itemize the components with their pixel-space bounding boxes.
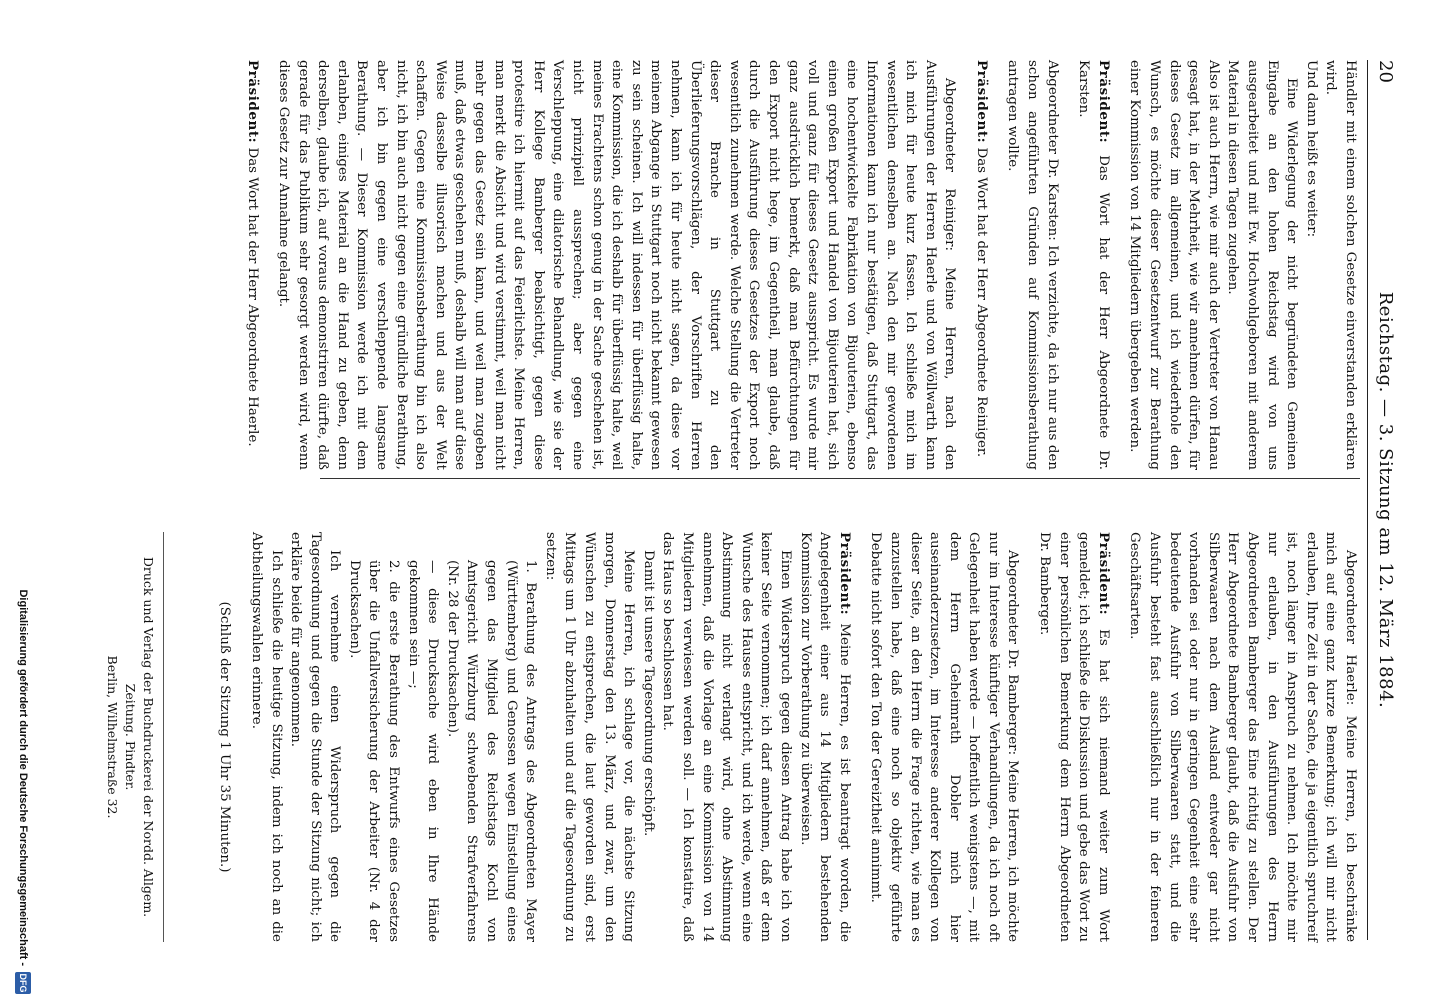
paragraph (1003, 60, 1062, 470)
paragraph-text: Damit ist unsere Tagesordnung erschöpft. (640, 550, 656, 837)
imprint-line-1: Druck und Verlag der Buchdruckerei der Nordd. Allgem. Zeitung. Pindter. (123, 556, 156, 918)
paragraph-text: Händler mit einem solchen Gesetze einverstanden erklären wird. (1323, 60, 1358, 470)
paragraph-text: Das Wort hat der Herr Abgeordnete Reiniger. (973, 147, 989, 458)
digitization-text: Digitalisierung gefördert durch die Deutsche Forschungsgemeinschaft - (17, 589, 29, 966)
speaker-label: Präsident: (1095, 532, 1112, 616)
speaker-label: Präsident: (836, 532, 853, 616)
imprint-line-2: Berlin, Wilhelmstraße 32. (105, 655, 120, 819)
speaker-label: Präsident: (244, 60, 261, 144)
paragraph (274, 60, 960, 470)
running-header (1367, 60, 1404, 940)
paragraph-text: Ich schließe die heutige Sitzung, indem ich noch an die Abtheilungswahlen erinnere. (248, 532, 284, 942)
paragraph-text: Also ist auch Herrn, wie mir auch der Vertreter von Hanau gesagt hat, in der Mehrheit, wie wir annehmen dürfen, für dieses Gesetz im allgemeinen, und ich wiederhole den Wunsch, es möchte dieser Gesetzentwurf zur Berathung einer Kommission von 14 Mitgliedern übergeben werden. (1127, 60, 1221, 470)
paragraph-text: 1. Berathung des Antrags des Abgeordneten Mayer (Württemberg) und Genossen wegen Einstellung eines gegen das Mitglied des Reichstags Kochl von Amtsgericht Würzburg schwebenden Strafverfahrens (Nr. 28 der Drucksachen). (444, 560, 539, 942)
paragraph (215, 532, 235, 942)
paragraph-text: Und dann heißt es weiter: (1303, 60, 1319, 238)
paragraph (1035, 532, 1113, 942)
paragraph (344, 560, 403, 942)
text-column-right (215, 532, 1360, 942)
paragraph (658, 532, 795, 942)
printer-imprint (103, 532, 164, 942)
paragraph (971, 60, 991, 470)
paragraph-text: Abgeordneter Reiniger: Meine Herren, nach den Ausführungen der Herren Haerle und von Wöllwarth kann ich mich für heute kurz fassen. Ich schließe mich im wesentlichen denselben an. Nach den mir gewordenen Informationen kann ich nur bestätigen, daß Stuttgart, das eine hochentwickelte Fabrikation von Bijouterien, ebenso einen großen Export und Handel von Bijouterien hat, sich voll und ganz für dieses Gesetz ausspricht. Es wurde mir ganz ausdrücklich bemerkt, daß man Befürchtungen für den Export nicht hege, im Gegentheil, man glaube, daß durch die Ausführung dieses Gesetzes der Export noch wesentlich zunehmen werde. Welche Stellung die Vertreter dieser Branche in Stuttgart zu den Überlieferungsvorschlägen, der Vorschriften Herren nehmen, kann ich für heute nicht sagen, da diese vor meinem Abgange in Stuttgart noch nicht bekannt gewesen zu sein scheinen. Ich will indessen für überflüssig halte, eine Kommission, die ich deshalb für überflüssig halte, weil meines Erachtens schon genug in der Sache geschehen ist, nicht prinzipiell aussprechen; aber gegen eine Verschleppung, eine dilatorische Behandlung, wie sie der Herr Kollege Bamberger beabsichtigt, gegen diese protestire ich hiermit auf das Feierlichste. Meine Herren, man merkt die Absicht und wird verstimmt, weil man nicht mehr gegen das Gesetz sein kann, und weil man zugeben muß, daß etwas geschehen muß, deshalb will man auf diese Weise dasselbe illusorisch machen und aus der Welt schaffen. Gegen eine Kommissionsberathung bin ich also nicht, ich bin auch nicht gegen eine gründliche Berathung, aber ich bin gegen eine verschleppende langsame Berathung. — Dieser Kommission werde ich mit dem erlanben, einiges Material an die Hand zu geben, denn derselben, glaube ich, auf voraus demonstriren dürfte, daß gerade für das Publikum sehr gesorgt werden wird, wenn dieses Gesetz zur Annahme gelangt. (276, 60, 958, 470)
dfg-logo: DFG (15, 972, 31, 994)
paragraph-text: — diese Drucksache wird eben in Ihre Hände gekommen sein —; (405, 560, 441, 942)
paragraph (866, 532, 1023, 942)
paragraph (1074, 60, 1113, 470)
running-title: Reichstag. — 3. Sitzung am 12. März 1884. (1375, 291, 1396, 709)
paragraph-text: (Schluß der Sitzung 1 Uhr 35 Minuten.) (217, 601, 233, 873)
paragraph (1321, 60, 1360, 470)
paragraph-text: Meine Herren, es ist beantragt worden, die Angelegenheit einer aus 14 Mitgliedern bestehenden Kommission zur Vorberathung zu überweisen. (797, 532, 852, 943)
paragraph-text: Meine Herren, ich schlage vor, die nächste Sitzung morgen, Donnerstag den 13. März, und zwar, um den Wünschen zu entsprechen, die laut geworden sind, erst Mittags um 1 Uhr abzuhalten und auf die Tagesordnung zu setzen: (542, 532, 637, 942)
paragraph (1125, 60, 1223, 470)
speaker-label: Präsident: (1095, 60, 1112, 144)
paragraph (638, 532, 658, 942)
paragraph (403, 560, 442, 942)
paragraph-text: Eine Widerlegung der nicht begründeten Gemeinen Eingabe an den hohen Reichstag wird von uns ausgearbeitet und mit Ew. Hochwohlgeboren mit anderem Material in diesen Tagen zugehen. (1225, 60, 1300, 470)
paragraph-text: Es hat sich niemand weiter zum Wort gemeldet; ich schließe die Diskussion und gebe das Wort zu einer persönlichen Bemerkung dem Herrn Abgeordneten Dr. Bamberger. (1037, 532, 1111, 942)
paragraph (540, 532, 638, 942)
page-number: 20 (1375, 60, 1396, 83)
paragraph-text: Abgeordneter Dr. Karsten: Ich verzichte, da ich nur aus den schon angeführten Gründen auf Kommissionsberathung antragen wollte. (1005, 60, 1060, 470)
paragraph-text: Abgeordneter Haerle: Meine Herren, ich beschränke mich auf eine ganz kurze Bemerkung; ich will mir nicht erlauben, Ihre Zeit in der Sache, die ja eigentlich spruchreif ist, noch länger in Anspruch zu nehmen. Ich möchte mir nur erlauben, in den Ausführungen des Herrn Abgeordneten Bamberger das Eine richtig zu stellen. Der Herr Abgeordnete Bamberger glaubt, daß die Ausfuhr von Silberwaaren nach dem Ausland entweder gar nicht vorhanden sei oder nur in geringen Gegenheit eine sehr bedeutende Ausfuhr von Silberwaaren statt, und die Ausfuhr besteht fast ausschließlich nur in der feineren Geschäftsarten. (1127, 532, 1358, 942)
paragraph-text: Abgeordneter Dr. Bamberger: Meine Herren, ich möchte nur im Interesse künftiger Verhandlungen, da ich noch oft Gelegenheit haben werde — hoffentlich wenigstens —, mit dem Herrn Geheimrath Dobler mich hier auseinanderzusetzen, im Interesse anderer Kollegen von dieser Seite, an den Herrn die Frage richten, wie man es anzustellen habe, daß eine noch so objektiv geführte Debatte nicht sofort den Ton der Gereiztheit annimmt. (868, 532, 1021, 942)
paragraph-text: 2. die erste Berathung des Entwurfs eines Gesetzes über die Unfallversicherung der Arbeiter (Nr. 4 der Drucksachen). (346, 560, 402, 942)
column-divider (320, 478, 1360, 479)
paragraph (1125, 532, 1360, 942)
digitization-notice (7, 0, 37, 1000)
paragraph (1223, 60, 1301, 470)
paragraph (442, 560, 540, 942)
paragraph (795, 532, 854, 942)
paragraph (1301, 60, 1321, 470)
imprint-rule (163, 532, 164, 942)
paragraph (246, 532, 285, 942)
paragraph-text: Das Wort hat der Herr Abgeordnete Haerle. (244, 147, 260, 447)
paragraph (286, 532, 345, 942)
speaker-label: Präsident: (973, 60, 990, 144)
text-column-left (242, 60, 1360, 470)
paragraph-text: Ich vernehme einen Widerspruch gegen die Tagesordnung und gegen die Stunde der Sitzung nicht; ich erkläre beide für angenommen. (288, 532, 343, 942)
paragraph-text: Das Wort hat der Herr Abgeordnete Dr. Karsten. (1076, 60, 1111, 470)
paragraph (242, 60, 262, 470)
paragraph-text: Einen Widerspruch gegen diesen Antrag habe ich von keiner Seite vernommen; ich darf annehmen, daß er dem Wunsche des Hauses entspricht, und ich werde, wenn eine Abstimmung nicht verlangt wird, ohne Abstimmung annehmen, daß die Vorlage an eine Kommission von 14 Mitgliedern verwiesen werden soll. — Ich konstatire, daß das Haus so beschlossen hat. (660, 532, 793, 942)
